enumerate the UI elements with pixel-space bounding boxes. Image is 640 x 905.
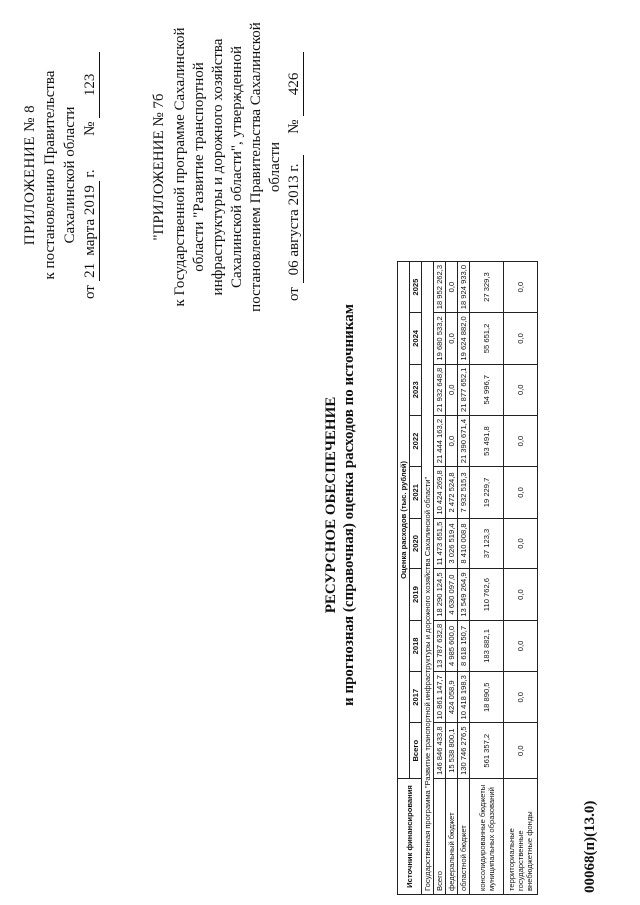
table-cell: 19 624 882,0 — [458, 313, 470, 364]
document-title-line1: РЕСУРСНОЕ ОБЕСПЕЧЕНИЕ — [323, 396, 339, 614]
row-label: федеральный бюджет — [446, 779, 458, 895]
table-cell: 19 680 533,2 — [434, 313, 446, 364]
table-cell: 0,0 — [504, 518, 538, 569]
table-cell: 55 651,2 — [470, 313, 504, 364]
table-cell: 4 985 600,0 — [446, 620, 458, 671]
row-label: консолидированные бюджеты муниципальных образований — [470, 779, 504, 895]
table-row — [458, 261, 470, 894]
table-cell: 0,0 — [446, 313, 458, 364]
table-cell: 0,0 — [504, 620, 538, 671]
row-label: территориальные государственные внебюджетные фонды — [504, 779, 538, 895]
table-cell: 15 538 800,1 — [446, 723, 458, 779]
appendix-8-num-value: 123 — [82, 52, 100, 118]
table-cell: 10 424 269,8 — [434, 467, 446, 518]
table-cell: 0,0 — [504, 672, 538, 723]
table-cell: 8 618 150,7 — [458, 620, 470, 671]
document-title-line2: и прогнозная (справочная) оценка расходов по источникам — [341, 304, 357, 706]
appendix-8-block — [20, 35, 100, 315]
table-cell: 21 444 163,2 — [434, 415, 446, 466]
appendix-8-from-label: от — [82, 285, 98, 299]
appendix-8-date-day: 21 — [82, 259, 100, 281]
footer-document-code: 00068(п)(13.0) — [582, 800, 598, 893]
appendix-7b-block — [150, 17, 304, 317]
appendix-8-line2: Сахалинской области — [62, 106, 78, 244]
appendix-8-title: ПРИЛОЖЕНИЕ № 8 — [22, 104, 38, 246]
table-cell: 21 877 652,1 — [458, 364, 470, 415]
table-cell: 424 058,9 — [446, 672, 458, 723]
table-cell: 2 472 524,8 — [446, 467, 458, 518]
table-cell: 0,0 — [504, 569, 538, 620]
table-cell: 0,0 — [504, 313, 538, 364]
table-row — [446, 261, 458, 894]
table-cell: 11 473 651,5 — [434, 518, 446, 569]
appendix-7b-body: к Государственной программе Сахалинской области "Развитие транспортной инфраструктуры и дорожного хозяйства Сахалинской области", утвержденной постановлением Правительства Сахалинской области — [172, 22, 283, 312]
table-cell: 0,0 — [446, 415, 458, 466]
table-cell: 561 357,2 — [470, 723, 504, 779]
column-header-year: 2022 — [410, 415, 422, 466]
row-label: Всего — [434, 779, 446, 895]
table-cell: 0,0 — [504, 467, 538, 518]
table-cell: 53 491,8 — [470, 415, 504, 466]
table-cell: 27 329,3 — [470, 261, 504, 312]
table-cell: 0,0 — [446, 364, 458, 415]
table-cell: 0,0 — [446, 261, 458, 312]
table-cell: 21 390 671,4 — [458, 415, 470, 466]
table-cell: 110 762,6 — [470, 569, 504, 620]
appendix-8-date-row — [80, 35, 100, 299]
table-cell: 19 229,7 — [470, 467, 504, 518]
appendix-7b-title: "ПРИЛОЖЕНИЕ № 7б — [151, 93, 167, 241]
table-cell: 0,0 — [504, 261, 538, 312]
table-cell: 0,0 — [504, 364, 538, 415]
table-cell: 54 996,7 — [470, 364, 504, 415]
table-cell: 18 952 262,3 — [434, 261, 446, 312]
table-row — [504, 261, 538, 894]
column-header-year: 2017 — [410, 672, 422, 723]
table-cell: 7 932 515,3 — [458, 467, 470, 518]
table-cell: 10 418 198,3 — [458, 672, 470, 723]
source-header: Источник финансирования — [398, 779, 422, 895]
column-header-year: 2018 — [410, 620, 422, 671]
column-header-year: 2025 — [410, 261, 422, 312]
table-cell: 18 290 124,5 — [434, 569, 446, 620]
column-header-year: 2024 — [410, 313, 422, 364]
appendix-7b-num-label: № — [286, 119, 302, 134]
appendix-8-num-label: № — [82, 121, 98, 136]
table-row — [434, 261, 446, 894]
appendix-7b-num-value: 426 — [286, 52, 304, 116]
appendix-7b-from-label: от — [286, 287, 302, 301]
column-header-year: 2020 — [410, 518, 422, 569]
program-row-label: Государственная программа "Развитие транспортной инфраструктуры и дорожного хозяйства Сахалинской области" — [422, 261, 434, 894]
table-cell: 4 630 097,0 — [446, 569, 458, 620]
estimate-header: Оценка расходов (тыс. рублей) — [398, 261, 410, 778]
column-header-total: Всего — [410, 723, 422, 779]
table-cell: 146 846 433,8 — [434, 723, 446, 779]
appendix-7b-date-value: 06 августа 2013 г. — [286, 155, 304, 283]
row-label: областной бюджет — [458, 779, 470, 895]
table-cell: 8 410 008,8 — [458, 518, 470, 569]
table-cell: 13 549 264,9 — [458, 569, 470, 620]
column-header-year: 2019 — [410, 569, 422, 620]
appendix-8-line1: к постановлению Правительства — [42, 70, 58, 280]
document-title — [322, 235, 358, 775]
column-header-year: 2023 — [410, 364, 422, 415]
appendix-7b-date-row — [285, 17, 304, 301]
funding-table — [397, 261, 538, 895]
table-cell: 13 787 632,8 — [434, 620, 446, 671]
table-cell: 18 890,5 — [470, 672, 504, 723]
table-cell: 3 026 519,4 — [446, 518, 458, 569]
appendix-8-year-suffix: г. — [82, 169, 98, 178]
column-header-year: 2021 — [410, 467, 422, 518]
appendix-8-date-month-year: марта 2019 — [82, 181, 100, 259]
table-cell: 0,0 — [504, 723, 538, 779]
table-cell: 37 123,3 — [470, 518, 504, 569]
table-cell: 21 932 648,8 — [434, 364, 446, 415]
program-row — [422, 261, 434, 894]
table-cell: 10 861 147,7 — [434, 672, 446, 723]
table-cell: 18 924 933,0 — [458, 261, 470, 312]
table-cell: 130 746 276,5 — [458, 723, 470, 779]
table-cell: 0,0 — [504, 415, 538, 466]
table-row — [470, 261, 504, 894]
table-cell: 183 882,1 — [470, 620, 504, 671]
